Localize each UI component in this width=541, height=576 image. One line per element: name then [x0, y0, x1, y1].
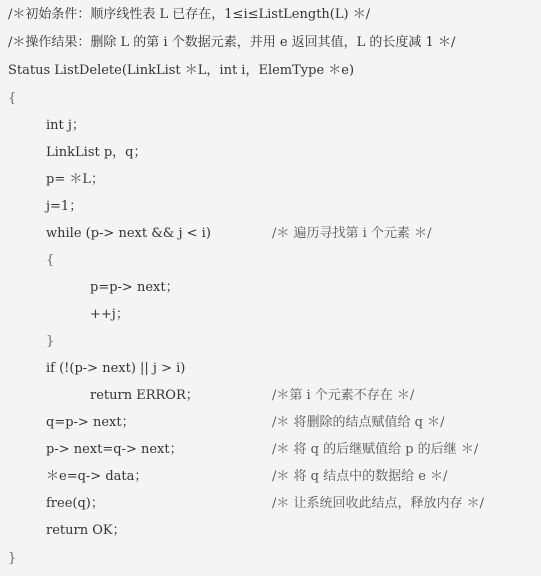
comment-relink: /＊ 将 q 的后继赋值给 p 的后继 ＊/	[272, 442, 479, 457]
code-line-advance-p: p=p-> next；	[90, 280, 179, 295]
code-line-while-close: }	[46, 334, 55, 349]
code-line-close-brace: }	[8, 551, 17, 566]
comment-assign-q: /＊ 将删除的结点赋值给 q ＊/	[272, 415, 445, 430]
code-line-increment-j: ++j；	[90, 307, 129, 322]
code-line-assign-j: j=1；	[46, 199, 83, 214]
code-line-open-brace: {	[8, 91, 17, 106]
code-line-decl-j: int j；	[46, 118, 85, 133]
code-line-while: while (p-> next && j < i)	[46, 226, 211, 241]
comment-free: /＊ 让系统回收此结点，释放内存 ＊/	[272, 496, 485, 511]
code-line-signature: Status ListDelete(LinkList ＊L，int i，ElemType ＊e)	[8, 63, 355, 78]
code-line-assign-q: q=p-> next；	[46, 415, 135, 430]
code-line-if: if (!(p-> next) || j > i)	[46, 361, 186, 376]
code-line-relink: p-> next=q-> next；	[46, 442, 183, 457]
code-line-result: /＊操作结果：删除 L 的第 i 个数据元素，并用 e 返回其值，L 的长度减 1 ＊/	[8, 35, 456, 50]
comment-assign-e: /＊ 将 q 结点中的数据给 e ＊/	[272, 469, 448, 484]
code-line-decl-pq: LinkList p，q；	[46, 145, 147, 160]
code-line-free: free(q)；	[46, 496, 104, 511]
code-line-assign-e: ＊e=q-> data；	[46, 469, 148, 484]
code-line-assign-p: p= ＊L；	[46, 172, 104, 187]
comment-not-exist: /＊第 i 个元素不存在 ＊/	[272, 388, 415, 403]
comment-traverse: /＊ 遍历寻找第 i 个元素 ＊/	[272, 226, 432, 241]
code-line-return-error: return ERROR；	[90, 388, 199, 403]
code-line-while-open: {	[46, 253, 55, 268]
code-line-precondition: /＊初始条件：顺序线性表 L 已存在，1≤i≤ListLength(L) ＊/	[8, 7, 371, 22]
code-line-return-ok: return OK；	[46, 523, 126, 538]
